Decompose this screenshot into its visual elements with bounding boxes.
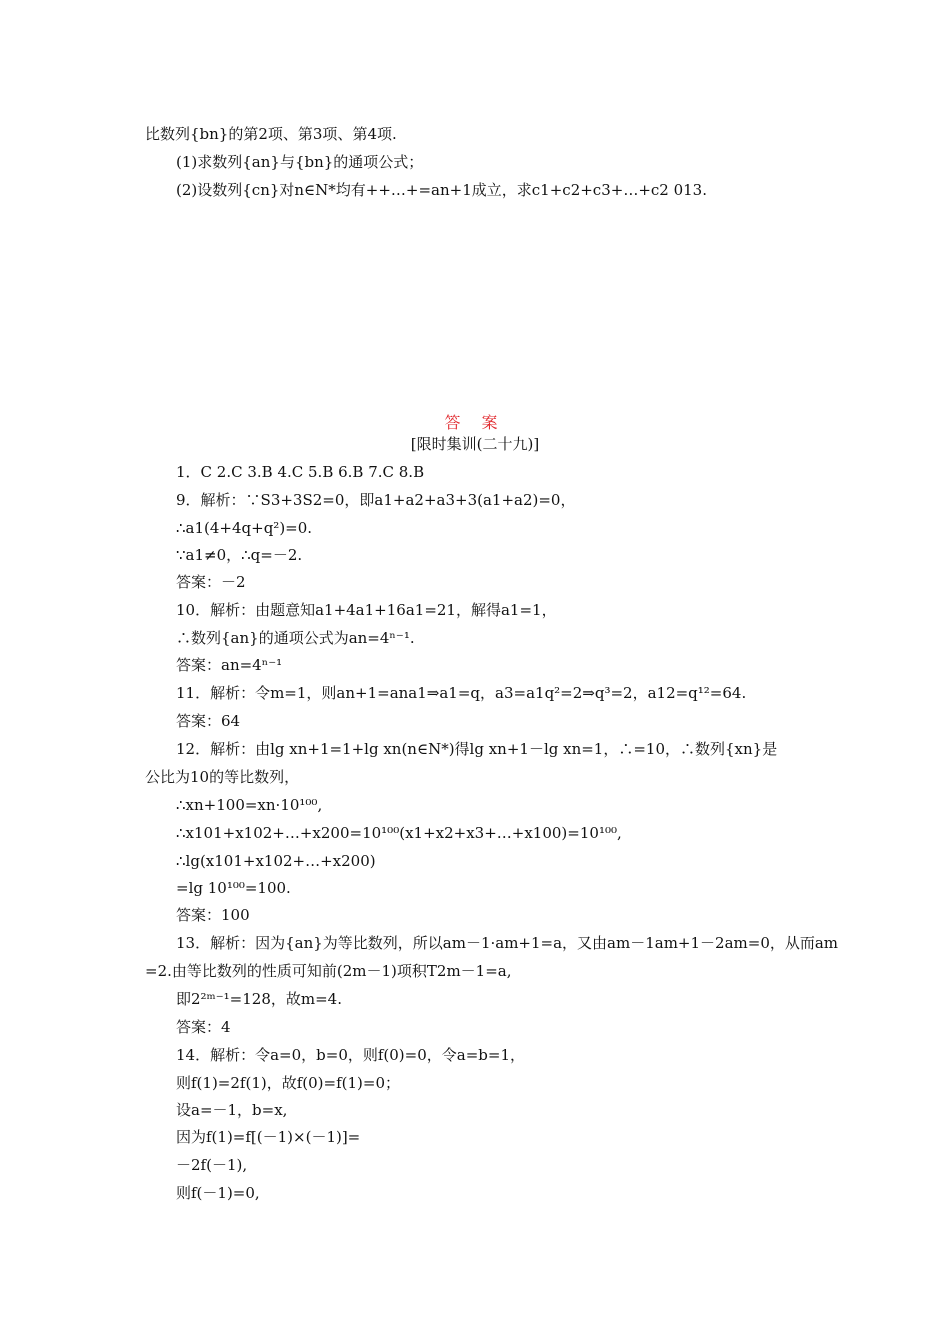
solution-line: －2f(－1), (176, 1156, 248, 1174)
problem-line: (2)设数列{cn}对n∈N*均有++…+=an+1成立，求c1+c2+c3+…+c2 013. (176, 181, 707, 199)
solution-line: 答案：100 (176, 906, 250, 924)
solution-line: =lg 10¹⁰⁰=100. (176, 879, 291, 897)
solution-line: ∴xn+100=xn·10¹⁰⁰, (176, 796, 323, 814)
solution-line: ∵a1≠0，∴q=－2. (176, 546, 303, 564)
solution-line: =2.由等比数列的性质可知前(2m－1)项积T2m－1=a, (145, 962, 512, 980)
solution-line: 答案：64 (176, 712, 241, 730)
answer-title: 答 案 (444, 413, 506, 432)
solution-line: ∴x101+x102+…+x200=10¹⁰⁰(x1+x2+x3+…+x100)=10¹⁰⁰, (176, 824, 622, 842)
section-title: [限时集训(二十九)] (410, 435, 540, 453)
solution-line: 13．解析：因为{an}为等比数列，所以am－1·am+1=a，又由am－1am+1－2am=0，从而am (176, 934, 839, 952)
solution-line: 设a=－1，b=x, (176, 1101, 288, 1119)
solution-line: 10．解析：由题意知a1+4a1+16a1=21，解得a1=1， (176, 601, 557, 619)
solution-line: ∴a1(4+4q+q²)=0. (176, 519, 313, 537)
solution-line: 公比为10的等比数列， (145, 768, 300, 786)
solution-line: 答案：an=4ⁿ⁻¹ (176, 656, 283, 674)
solution-line: 14．解析：令a=0，b=0，则f(0)=0，令a=b=1， (176, 1046, 525, 1064)
problem-line: 比数列{bn}的第2项、第3项、第4项. (145, 125, 397, 143)
solution-line: 答案：4 (176, 1018, 231, 1036)
solution-line: 12．解析：由lg xn+1=1+lg xn(n∈N*)得lg xn+1－lg xn=1，∴=10，∴数列{xn}是 (176, 740, 778, 758)
solution-line: 11．解析：令m=1，则an+1=ana1⇒a1=q，a3=a1q²=2⇒q³=2，a12=q¹²=64. (176, 684, 747, 702)
solution-line: 1．C 2.C 3.B 4.C 5.B 6.B 7.C 8.B (176, 463, 425, 481)
solution-line: ∴lg(x101+x102+…+x200) (176, 852, 376, 870)
solution-line: 9．解析：∵S3+3S2=0，即a1+a2+a3+3(a1+a2)=0， (176, 491, 576, 509)
solution-line: 即2²ᵐ⁻¹=128，故m=4. (176, 990, 342, 1008)
problem-line: (1)求数列{an}与{bn}的通项公式； (176, 153, 424, 171)
solution-line: 则f(－1)=0, (176, 1184, 260, 1202)
solution-line: 因为f(1)=f[(－1)×(－1)]= (176, 1128, 361, 1146)
solution-line: ∴数列{an}的通项公式为an=4ⁿ⁻¹. (176, 629, 415, 647)
solution-line: 答案：－2 (176, 573, 246, 591)
solution-line: 则f(1)=2f(1)，故f(0)=f(1)=0； (176, 1074, 400, 1092)
